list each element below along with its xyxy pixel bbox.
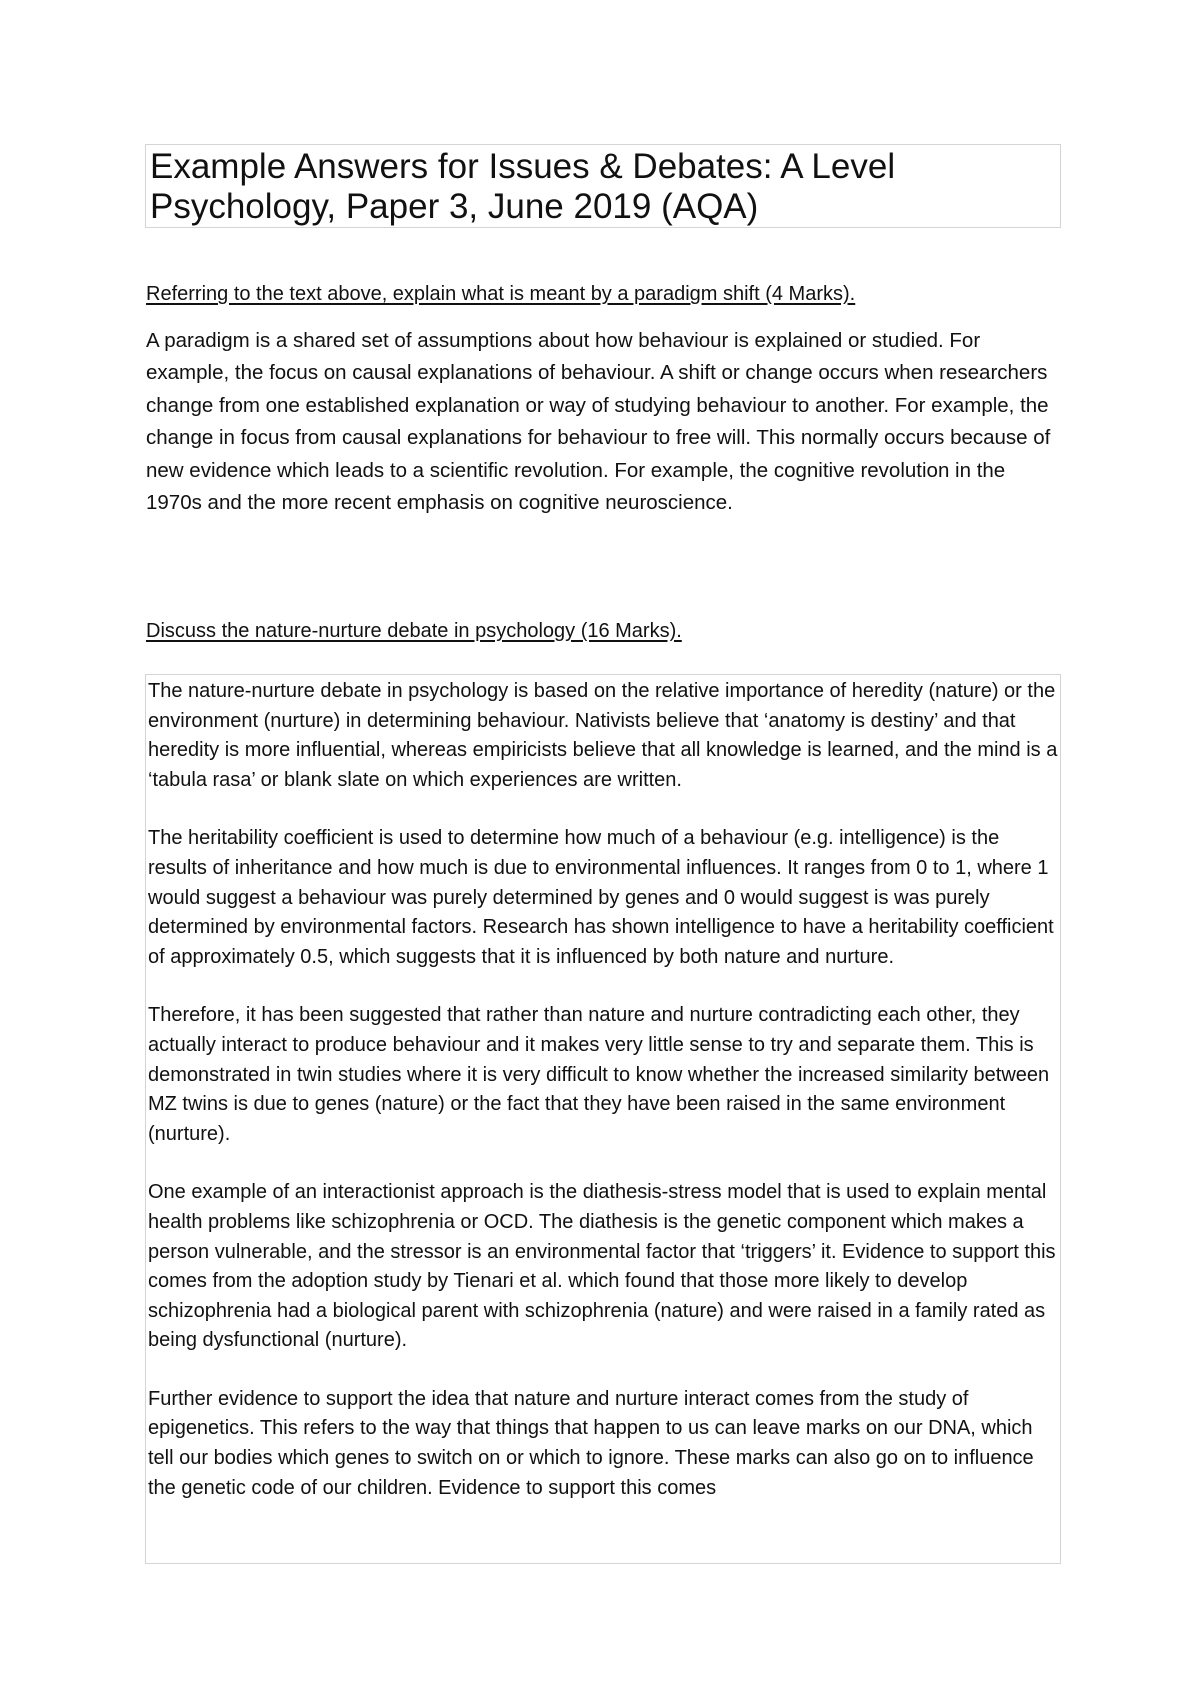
question-2-answer-box [145,674,1061,1564]
answer-paragraph: Therefore, it has been suggested that rather than nature and nurture contradicting each other, they actually interact to produce behaviour and it makes very little sense to try and separate them. This is demonstrated in twin studies where it is very difficult to know whether the increased similarity between MZ twins is due to genes (nature) or the fact that they have been raised in the same environment (nurture). [148,1004,1050,1145]
document-title: Example Answers for Issues & Debates: A Level Psychology, Paper 3, June 2019 (AQA) [150,147,896,226]
answer-paragraph: The nature-nurture debate in psychology is based on the relative importance of heredity (nature) or the environment (nurture) in determining behaviour. Nativists believe that ‘anatomy is destiny’ and that heredity is more influential, whereas empiricists believe that all knowledge is learned, and the mind is a ‘tabula rasa’ or blank slate on which experiences are written. [148,680,1058,791]
answer-paragraph: Further evidence to support the idea that nature and nurture interact comes from the study of epigenetics. This refers to the way that things that happen to us can leave marks on our DNA, which tell our bodies which genes to switch on or which to ignore. These marks can also go on to influence the genetic code of our children. Evidence to support this comes [148,1387,1034,1499]
question-1-heading: Referring to the text above, explain what is meant by a paradigm shift (4 Marks). [146,283,856,305]
question-2-heading: Discuss the nature-nurture debate in psychology (16 Marks). [146,620,682,642]
title-box [145,144,1061,228]
question-1-answer: A paradigm is a shared set of assumptions about how behaviour is explained or studied. For example, the focus on causal explanations of behaviour. A shift or change occurs when researchers change from one established explanation or way of studying behaviour to another. For example, the change in focus from causal explanations for behaviour to free will. This normally occurs because of new evidence which leads to a scientific revolution. For example, the cognitive revolution in the 1970s and the more recent emphasis on cognitive neuroscience. [146,329,1051,515]
answer-paragraph: The heritability coefficient is used to determine how much of a behaviour (e.g. intelligence) is the results of inheritance and how much is due to environmental influences. It ranges from 0 to 1, where 1 would suggest a behaviour was purely determined by genes and 0 would suggest is was purely determined by environmental factors. Research has shown intelligence to have a heritability coefficient of approximately 0.5, which suggests that it is influenced by both nature and nurture. [148,827,1054,968]
answer-paragraph: One example of an interactionist approach is the diathesis-stress model that is used to explain mental health problems like schizophrenia or OCD. The diathesis is the genetic component which makes a person vulnerable, and the stressor is an environmental factor that ‘triggers’ it. Evidence to support this comes from the adoption study by Tienari et al. which found that those more likely to develop schizophrenia had a biological parent with schizophrenia (nature) and were raised in a family rated as being dysfunctional (nurture). [148,1181,1056,1352]
